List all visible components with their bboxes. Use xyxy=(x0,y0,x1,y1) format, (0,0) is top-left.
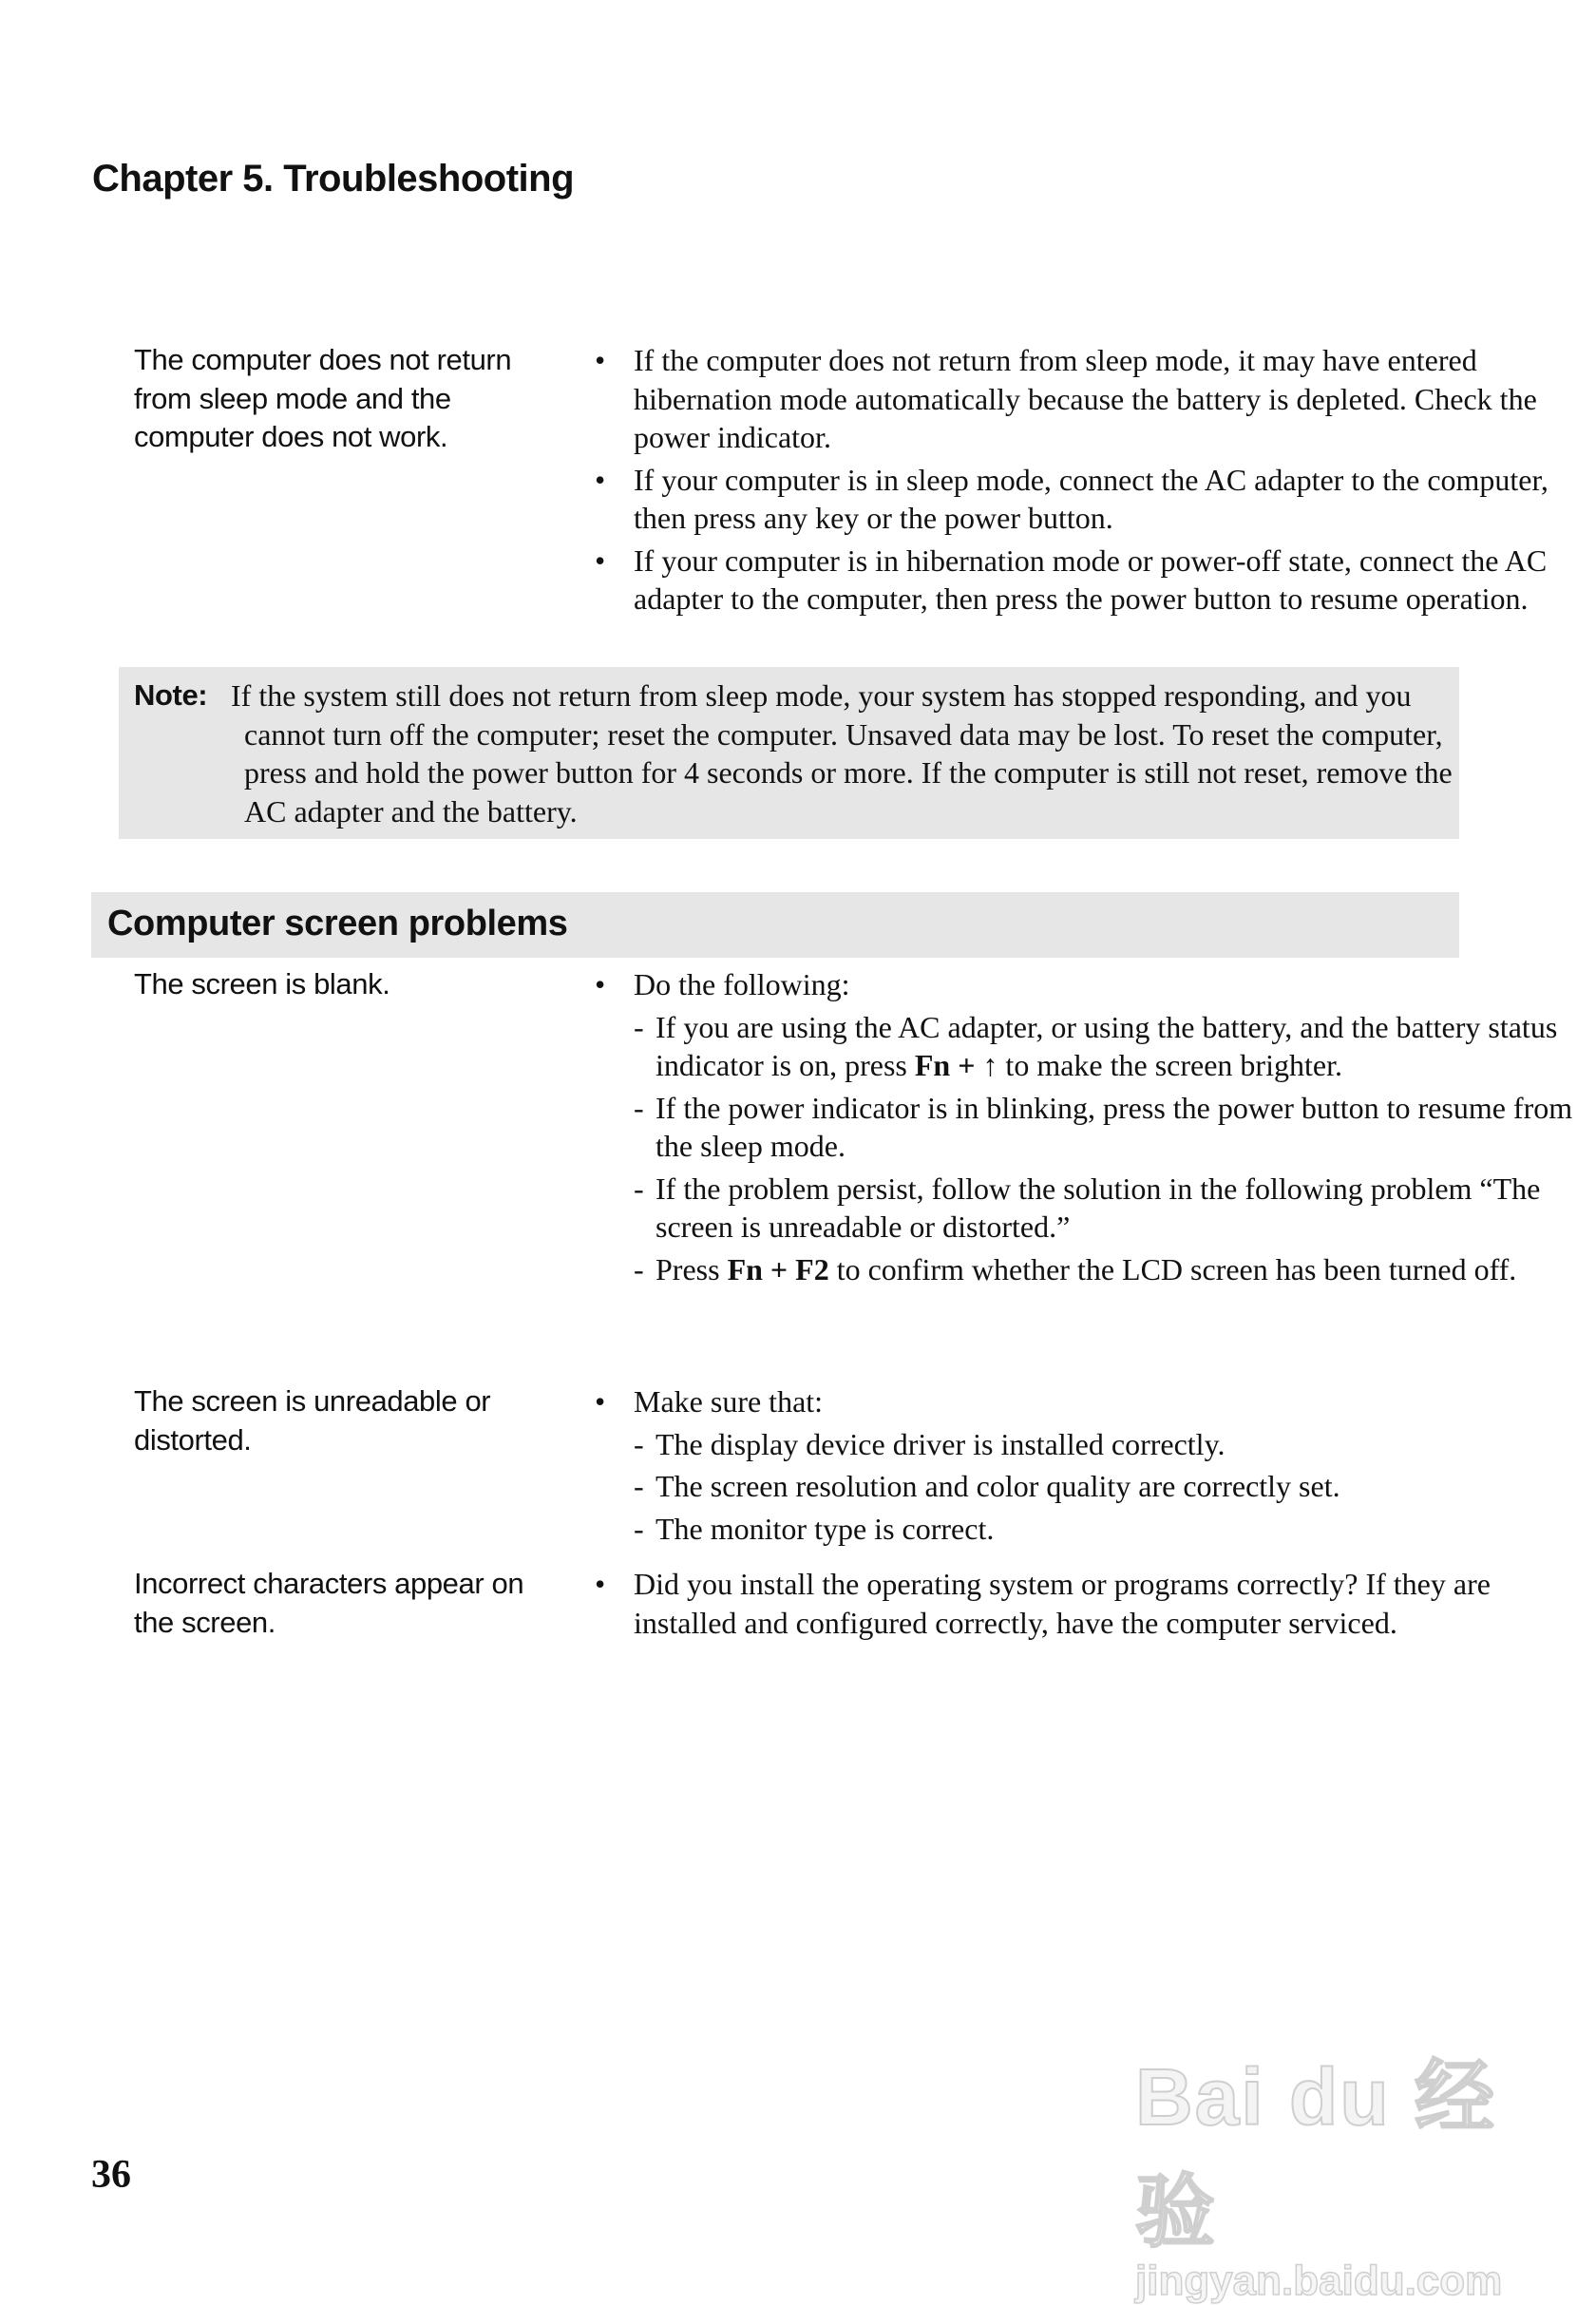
arrow-up-icon: ↑ xyxy=(982,1048,998,1082)
solution-bullet: • If your computer is in sleep mode, connect the AC adapter to the computer, then press any key or the power button. xyxy=(595,462,1548,535)
sub-item: - If the power indicator is in blinking, press the power button to resume from the sleep mode. xyxy=(634,1090,1573,1163)
section-title: Computer screen problems xyxy=(107,904,568,943)
bullet-icon: • xyxy=(595,343,606,377)
bullet-icon: • xyxy=(595,967,606,1001)
bullet-icon: • xyxy=(595,1384,606,1419)
note-label: Note: xyxy=(134,678,208,712)
problem-text: Incorrect characters appear on the screen. xyxy=(134,1567,524,1639)
solution-list xyxy=(595,1382,1587,1552)
dash-icon: - xyxy=(634,1090,644,1125)
bullet-icon: • xyxy=(595,543,606,578)
solution-list xyxy=(595,965,1587,1292)
sub-item: - Press Fn + F2 to confirm whether the LCD screen has been turned off. xyxy=(634,1250,1587,1289)
solution-list xyxy=(595,341,1587,622)
page-number: 36 xyxy=(91,2153,131,2197)
solution-bullet: • If the computer does not return from sleep mode, it may have entered hibernation mode automatically because the battery is depleted. Check the power indicator. xyxy=(595,343,1537,454)
dash-icon: - xyxy=(634,1009,644,1044)
solution-list xyxy=(595,1565,1587,1646)
solution-bullet: • Did you install the operating system or programs correctly? If they are installed and configured correctly, have the computer serviced. xyxy=(595,1567,1491,1640)
solution-bullet: • If your computer is in hibernation mode or power-off state, connect the AC adapter to the computer, then press the power button to resume operation. xyxy=(595,543,1548,616)
dash-icon: - xyxy=(634,1469,644,1503)
problem-text: The screen is blank. xyxy=(134,967,390,1000)
section-header xyxy=(91,892,1459,958)
problem-text: The screen is unreadable or distorted. xyxy=(134,1384,491,1457)
watermark-url: jingyan.baidu.com xyxy=(1135,2257,1503,2304)
sub-item: - If the problem persist, follow the solution in the following problem “The screen is unreadable or distorted.” xyxy=(634,1171,1541,1244)
sub-item: - The screen resolution and color quality are correctly set. xyxy=(634,1467,1587,1506)
bullet-icon: • xyxy=(595,462,606,497)
dash-icon: - xyxy=(634,1511,644,1546)
bullet-icon: • xyxy=(595,1567,606,1601)
sub-item: - The display device driver is installed correctly. xyxy=(634,1425,1587,1464)
dash-icon: - xyxy=(634,1171,644,1206)
chapter-title: Chapter 5. Troubleshooting xyxy=(92,158,575,200)
problem-text: The computer does not return from sleep mode and the computer does not work. xyxy=(134,343,512,453)
baidu-logo-icon: Bai du 经验 xyxy=(1135,2052,1497,2257)
solution-bullet: • Make sure that: - The display device driver is installed correctly. - The screen resolution and color quality are correctly set. - The monitor type is correct. xyxy=(595,1382,1587,1548)
sub-item: - If you are using the AC adapter, or using the battery, and the battery status indicator is on, press Fn + ↑ to make the screen brighter. xyxy=(634,1009,1558,1082)
dash-icon: - xyxy=(634,1426,644,1461)
watermark xyxy=(1135,2033,1515,2304)
sub-item: - The monitor type is correct. xyxy=(634,1510,1587,1549)
note-box xyxy=(119,667,1459,839)
solution-bullet: • Do the following: - If you are using the AC adapter, or using the battery, and the battery status indicator is on, press Fn + ↑ to make the screen brighter. - If the power indicator is in blinking, press the power button to resume from the sleep mode. - If the problem persist, follow the solution in the following problem “The screen is unreadable or distorted.” - Press Fn + F2 to confirm whether the LCD screen has been turned off. xyxy=(595,965,1587,1288)
note-text: If the system still does not return from sleep mode, your system has stopped responding, and you cannot turn off the computer; reset the computer. Unsaved data may be lost. To reset the computer, press and hold the power button for 4 seconds or more. If the computer is still not reset, remove the AC adapter and the battery. xyxy=(231,678,1453,829)
key-combo: Fn + xyxy=(914,1048,983,1082)
key-combo: Fn + F2 xyxy=(727,1251,829,1286)
dash-icon: - xyxy=(634,1251,644,1286)
